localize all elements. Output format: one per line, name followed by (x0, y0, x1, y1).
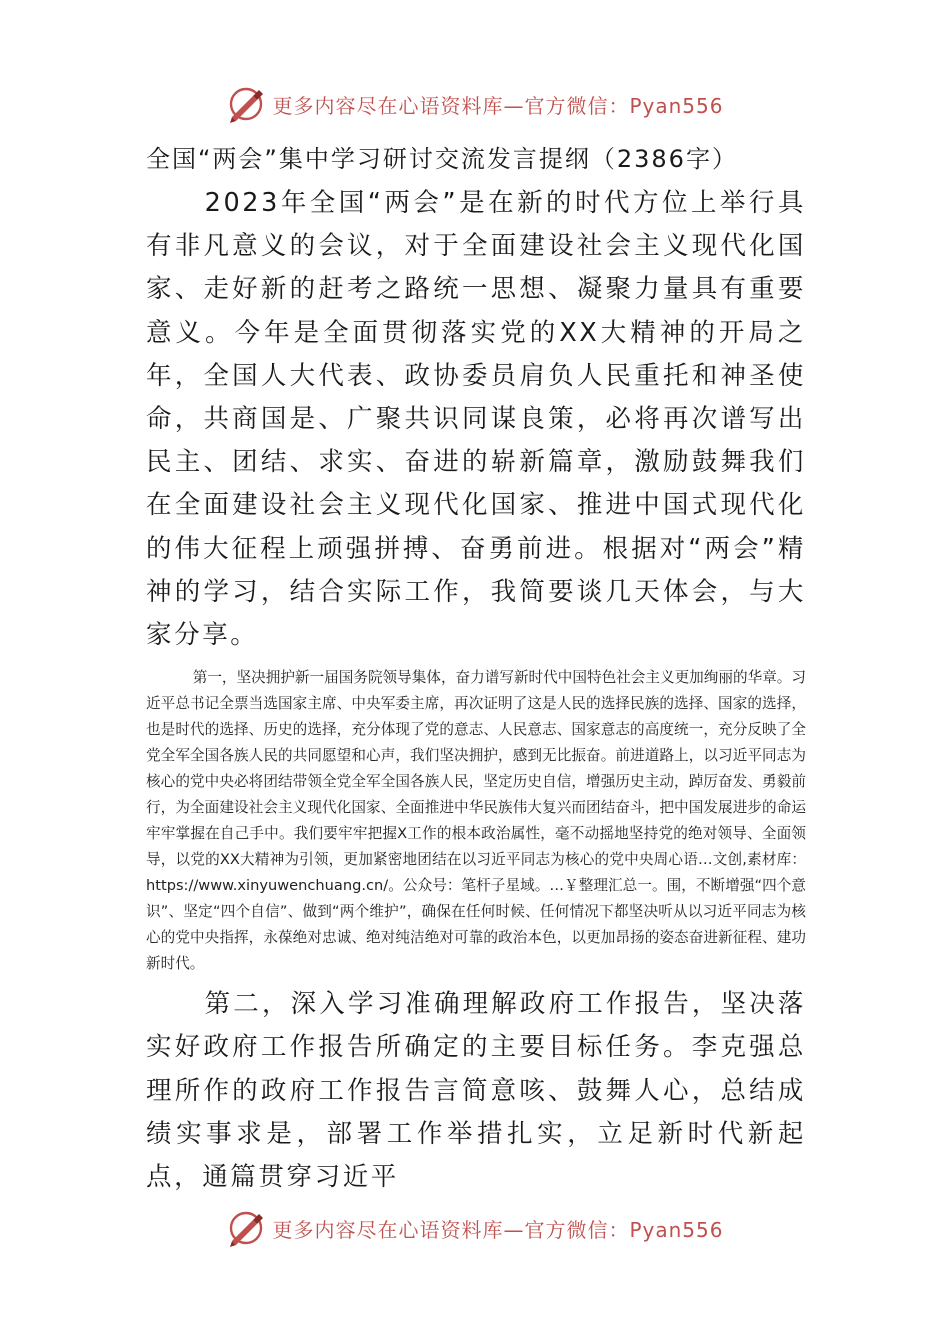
intro-paragraph: 2023年全国“两会”是在新的时代方位上举行具有非凡意义的会议，对于全面建设社会主义现代化国家、走好新的赶考之路统一思想、凝聚力量具有重要意义。今年是全面贯彻落实党的XX大精神的开局之年，全国人大代表、政协委员肩负人民重托和神圣使命，共商国是、广聚共识同谋良策，必将再次谱写出民主、团结、求实、奋进的崭新篇章，激励鼓舞我们在全面建设社会主义现代化国家、推进中国式现代化的伟大征程上顽强拼搏、奋勇前进。根据对“两会”精神的学习，结合实际工作，我简要谈几天体会，与大家分享。 (146, 188, 806, 651)
footer-banner (0, 1206, 950, 1250)
header-banner-text: 更多内容尽在心语资料库—官方微信：Pyan556 (272, 93, 724, 118)
pen-logo-icon (226, 1208, 266, 1248)
document-body (146, 138, 806, 1199)
point-one-paragraph (146, 665, 806, 977)
footer-banner-text: 更多内容尽在心语资料库—官方微信：Pyan556 (272, 1217, 724, 1242)
page-title: 全国“两会”集中学习研讨交流发言提纲（2386字） (146, 145, 738, 173)
point-two-paragraph: 第二，深入学习准确理解政府工作报告，坚决落实好政府工作报告所确定的主要目标任务。李克强总理所作的政府工作报告言简意咳、鼓舞人心，总结成绩实事求是，部署工作举措扎实，立足新时代新起点，通篇贯穿习近平 (146, 989, 806, 1193)
pen-logo-icon (226, 84, 266, 124)
watermark-line: 语…文创,素材库：https://www.xinyuwenchuang.cn/。公众号：笔杆子星域。…￥整理汇总 (146, 851, 807, 895)
header-banner (0, 82, 950, 126)
point-one-text-b: 一。围，不断增强“四个意识”、坚定“四个自信”、做到“两个维护”，确保在任何时候、任何情况下都坚决听从以习近平同志为核心的党中央指挥，永葆绝对忠诚、绝对纯洁绝对可靠的政治本色，以更加昂扬的姿态奋进新征程、建功新时代。 (146, 877, 807, 973)
point-one-text-a: 第一，坚决拥护新一届国务院领导集体，奋力谱写新时代中国特色社会主义更加绚丽的华章。习近平总书记全票当选国家主席、中央军委主席，再次证明了这是人民的选择民族的选择、国家的选择，也是时代的选择、历史的选择，充分体现了党的意志、人民意志、国家意志的高度统一，充分反映了全党全军全国各族人民的共同愿望和心声，我们坚决拥护，感到无比振奋。前进道路上，以习近平同志为核心的党中央必将团结带领全党全军全国各族人民，坚定历史自信，增强历史主动，踔厉奋发、勇毅前行，为全面建设社会主义现代化国家、全面推进中华民族伟大复兴而团结奋斗，把中国发展进步的命运牢牢掌握在自己手中。我们要牢牢把握X工作的根本政治属性，毫不动摇地坚持党的绝对领导、全面领导，以党的XX大精神为引领，更加紧密地团结在以习近平同志为核心的党中央周心 (146, 669, 806, 869)
